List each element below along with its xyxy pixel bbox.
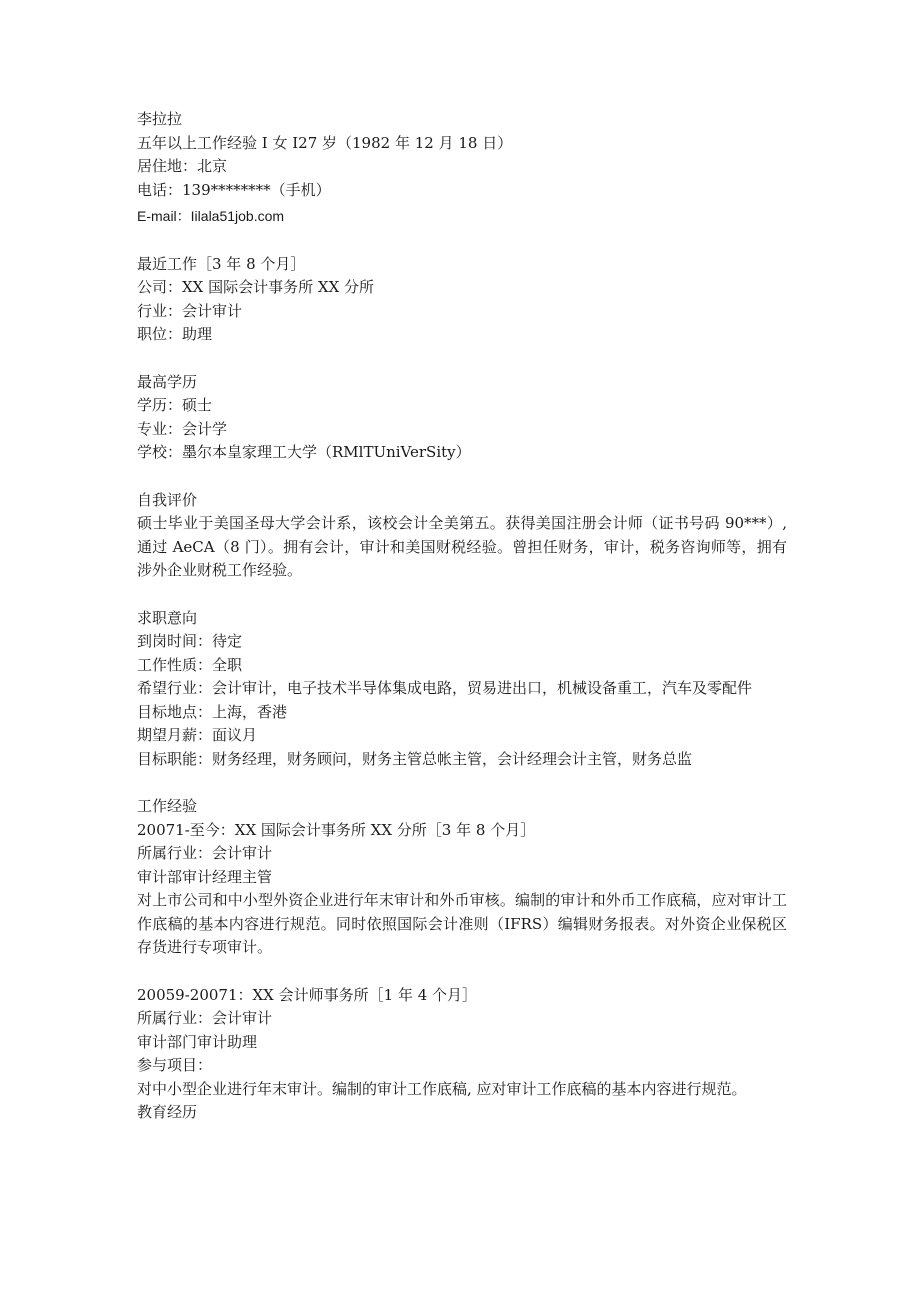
job-intent-available: 到岗时间：待定: [137, 632, 243, 650]
experience-job-projects-label: 参与项目：: [137, 1056, 213, 1074]
top-education-title: 最高学历: [137, 372, 198, 391]
experience-job-description: 对中小型企业进行年末审计。编制的审计工作底稿, 应对审计工作底稿的基本内容进行规范。: [137, 1079, 747, 1098]
experience-job-role: 审计部审计经理主管: [137, 867, 273, 886]
experience-job-period: 20071-至今：XX 国际会计事务所 XX 分所［3 年 8 个月］: [137, 820, 536, 839]
experience-job-industry: 所属行业：会计审计: [137, 1009, 273, 1027]
education-section-title: 教育经历: [137, 1103, 198, 1121]
candidate-name: 李拉拉: [137, 110, 183, 128]
experience-job-period: 20059-20071：XX 会计师事务所［1 年 4 个月］: [137, 985, 478, 1004]
candidate-email: E-mail：Iilala51job.com: [137, 208, 285, 224]
recent-job-company: 公司：XX 国际会计事务所 XX 分所: [137, 278, 375, 296]
resume-document: [137, 108, 787, 1125]
recent-job-title: 最近工作［3 年 8 个月］: [137, 254, 306, 273]
job-intent-type: 工作性质：全职: [137, 655, 243, 674]
experience-job-role: 审计部门审计助理: [137, 1032, 258, 1051]
experience-job-description: 对上市公司和中小型外资企业进行年末审计和外币审核。编制的审计和外币工作底稿，应对审计工作底稿的基本内容进行规范。同时依照国际会计准则（IFRS）编辑财务报表。对外资企业保税区存货进行专项审计。: [137, 891, 787, 956]
job-intent-locations: 目标地点：上海，香港: [137, 702, 288, 721]
candidate-phone: 电话：139********（手机）: [137, 180, 331, 199]
job-intent-functions: 目标职能：财务经理，财务顾问，财务主管总帐主管，会计经理会计主管，财务总监: [137, 749, 693, 768]
self-eval-title: 自我评价: [137, 490, 198, 509]
job-intent-salary: 期望月薪：面议月: [137, 726, 258, 744]
candidate-summary: 五年以上工作经验 I 女 I27 岁（1982 年 12 月 18 日）: [137, 133, 513, 152]
top-education-major: 专业：会计学: [137, 419, 228, 438]
experience-job-industry: 所属行业：会计审计: [137, 844, 273, 862]
experience-title: 工作经验: [137, 797, 198, 815]
job-intent-title: 求职意向: [137, 608, 198, 627]
recent-job-position: 职位：助理: [137, 325, 213, 343]
top-education-school: 学校：墨尔本皇家理工大学（RMlTUniVerSity）: [137, 443, 471, 461]
job-intent-industries: 希望行业：会计审计，电子技术半导体集成电路，贸易进出口，机械设备重工，汽车及零配件: [137, 679, 753, 697]
candidate-residence: 居住地：北京: [137, 157, 228, 175]
top-education-degree: 学历：硕士: [137, 396, 213, 414]
self-eval-body: 硕士毕业于美国圣母大学会计系，该校会计全美第五。获得美国注册会计师（证书号码 90***）,通过 AeCA（8 门）。拥有会计，审计和美国财税经验。曾担任财务，审计，税务咨询师等，拥有涉外企业财税工作经验。: [137, 514, 787, 579]
recent-job-industry: 行业：会计审计: [137, 301, 243, 320]
